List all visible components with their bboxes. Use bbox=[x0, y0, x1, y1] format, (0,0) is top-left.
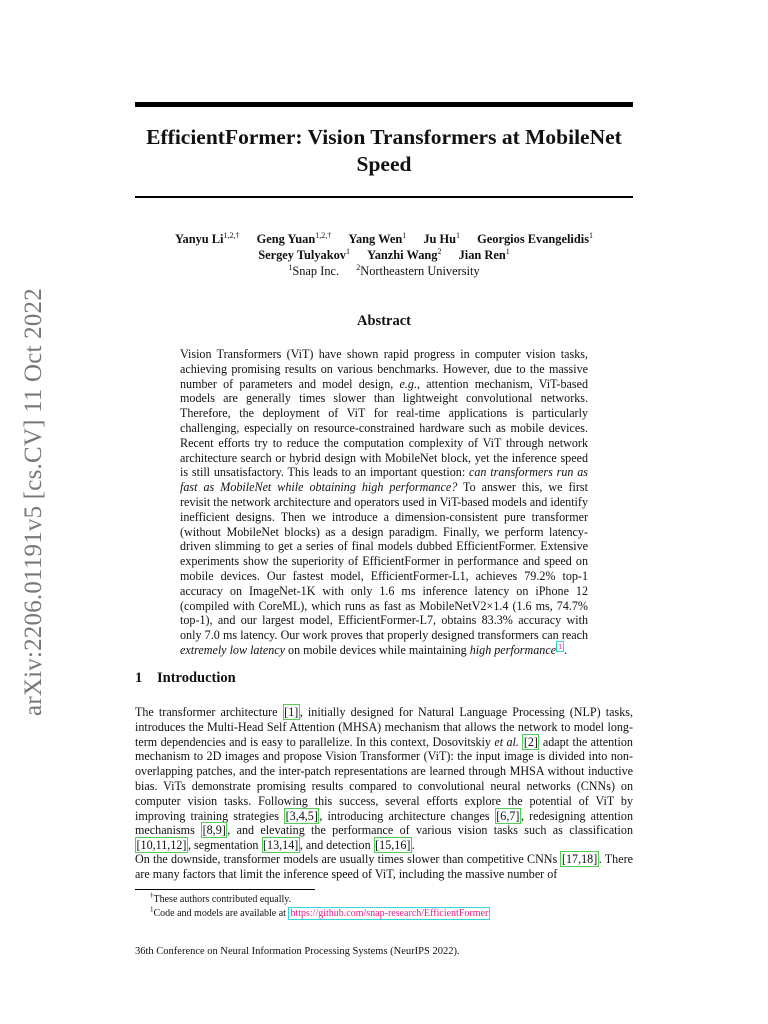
body-text: The transformer architecture bbox=[135, 705, 283, 719]
venue-line: 36th Conference on Neural Information Processing Systems (NeurIPS 2022). bbox=[135, 946, 460, 957]
affil-mark: 1 bbox=[288, 262, 293, 272]
footnote-text: These authors contributed equally. bbox=[153, 894, 292, 905]
author-affil: 2 bbox=[437, 246, 442, 256]
abstract-text: . bbox=[564, 642, 568, 657]
arxiv-stamp-text: arXiv:2206.01191v5 [cs.CV] 11 Oct 2022 bbox=[20, 288, 47, 716]
abstract-question: can transformers run as fast as MobileNet while obtaining high performance? bbox=[180, 465, 588, 495]
citation-link[interactable]: [8,9] bbox=[202, 823, 226, 838]
author-name: Yang Wen bbox=[348, 232, 403, 246]
affiliation-snap: Snap Inc. bbox=[292, 264, 340, 278]
paper-title bbox=[135, 124, 633, 178]
author-name: Geng Yuan bbox=[256, 232, 316, 246]
author-line-2 bbox=[135, 247, 633, 263]
body-text: On the downside, transformer models are usually times slower than competitive CNNs bbox=[135, 852, 561, 866]
abstract-text: To answer this, we first revisit the network architecture and operators used in ViT-based models and identify inefficient designs. Then we introduce a dimension-consistent pure transformer (without MobileNet blocks) as a design paradigm. Finally, we perform latency-driven slimming to get a series of final models dubbed EfficientFormer. Extensive experiments show the superiority of EfficientFormer in performance and speed on mobile devices. Our fastest model, EfficientFormer-L1, achieves 79.2% top-1 accuracy on ImageNet-1K with only 1.6 ms inference latency on iPhone 12 (compiled with CoreML), which runs as fast as MobileNetV2×1.4 (1.6 ms, 74.7% top-1), and our largest model, EfficientFormer-L7, obtains 83.3% accuracy with only 7.0 ms latency. Our work proves that properly designed transformers can reach bbox=[180, 480, 588, 643]
body-text: , and elevating the performance of various vision tasks such as classification bbox=[227, 823, 633, 838]
author-affil: 1,2,† bbox=[223, 230, 240, 240]
body-text: , initially designed for Natural Language Processing (NLP) tasks, introduces the Multi-Head Self Attention (MHSA) mechanism that allows the network to model long-term dependencies and is easy to parallelize. In this context, Dosovitskiy bbox=[135, 705, 633, 749]
citation-link[interactable]: [10,11,12] bbox=[136, 838, 187, 853]
github-link[interactable]: https://github.com/snap-research/EfficientFormer bbox=[290, 908, 489, 919]
body-text: adapt the attention mechanism to 2D images and propose Vision Transformer (ViT): the input image is divided into non-overlapping patches, and the inter-patch representations are learned through MHSA without inductive bias. ViTs demonstrate promising results compared to convolutional neural networks (CNNs) on computer vision tasks. Following this success, several efforts explore the potential of ViT by improving training strategies bbox=[135, 734, 633, 823]
body-text: . There are many factors that limit the inference speed of ViT, including the massive number of bbox=[135, 852, 633, 881]
citation-link[interactable]: [2] bbox=[523, 734, 538, 749]
author-name: Jian Ren bbox=[458, 248, 506, 262]
footnote-link[interactable]: 1 bbox=[558, 641, 563, 651]
title-bottom-rule bbox=[135, 196, 633, 198]
footnote-equal-contribution bbox=[150, 893, 490, 907]
citation-link[interactable]: [1] bbox=[284, 705, 299, 719]
abstract-text-italic: e.g. bbox=[399, 376, 417, 391]
affiliation-neu: Northeastern University bbox=[360, 264, 480, 278]
citation-link[interactable]: [3,4,5] bbox=[285, 808, 318, 823]
section-heading-introduction bbox=[135, 670, 236, 687]
author-name: Yanyu Li bbox=[174, 232, 224, 246]
body-text: , introducing architecture changes bbox=[319, 808, 495, 823]
footnote-code bbox=[150, 907, 490, 921]
body-text: . bbox=[411, 838, 415, 853]
title-top-rule bbox=[135, 102, 633, 107]
body-text: , segmentation bbox=[187, 838, 262, 853]
author-affil: 1 bbox=[589, 230, 594, 240]
author-line-1 bbox=[135, 231, 633, 247]
affil-mark: 2 bbox=[356, 262, 361, 272]
body-text: , and detection bbox=[299, 838, 374, 853]
abstract-text-italic: extremely low latency bbox=[180, 642, 285, 657]
author-affil: 1 bbox=[402, 230, 407, 240]
citation-link[interactable]: [6,7] bbox=[496, 808, 520, 823]
abstract-heading: Abstract bbox=[357, 313, 411, 329]
author-name: Georgios Evangelidis bbox=[477, 232, 590, 246]
author-name: Ju Hu bbox=[423, 232, 457, 246]
abstract-text: on mobile devices while maintaining bbox=[285, 642, 470, 657]
abstract-text-italic: high performance bbox=[469, 642, 557, 657]
author-block bbox=[135, 231, 633, 279]
body-text: , redesigning attention mechanisms bbox=[135, 808, 633, 838]
section-number: 1 bbox=[135, 670, 143, 686]
citation-link[interactable]: [15,16] bbox=[375, 838, 411, 853]
title-line-1: EfficientFormer: Vision Transformers at MobileNet bbox=[146, 125, 622, 149]
author-affil: 1,2,† bbox=[315, 230, 332, 240]
abstract-text: Vision Transformers (ViT) have shown rapid progress in computer vision tasks, achieving promising results on various benchmarks. However, due to the massive number of parameters and model design, bbox=[180, 347, 588, 391]
footnotes bbox=[150, 893, 490, 921]
author-name: Sergey Tulyakov bbox=[258, 248, 347, 262]
abstract-text: , attention mechanism, ViT-based models are generally times slower than lightweight convolutional networks. Therefore, the deployment of ViT for real-time applications is particularly challenging, especially on resource-constrained hardware such as mobile devices. Recent efforts try to reduce the computation complexity of ViT through network architecture search or hybrid design with MobileNet block, yet the inference speed is still unsatisfactory. This leads to an important question: bbox=[180, 376, 588, 480]
abstract-body bbox=[180, 347, 588, 658]
affiliations bbox=[135, 263, 633, 279]
author-affil: 1 bbox=[346, 246, 351, 256]
citation-link[interactable]: [17,18] bbox=[561, 852, 598, 866]
title-line-2: Speed bbox=[356, 152, 412, 176]
footnote-mark: 1 bbox=[150, 905, 154, 914]
footnote-mark: † bbox=[150, 891, 154, 900]
author-affil: 1 bbox=[505, 246, 510, 256]
citation-link[interactable]: [13,14] bbox=[263, 838, 299, 853]
body-text-italic: et al. bbox=[494, 734, 519, 749]
author-affil: 1 bbox=[456, 230, 461, 240]
footnote-text: Code and models are available at bbox=[153, 908, 289, 919]
arxiv-stamp bbox=[14, 272, 54, 732]
intro-paragraph-1 bbox=[135, 705, 633, 853]
section-title: Introduction bbox=[157, 670, 236, 686]
footnote-rule bbox=[135, 889, 315, 890]
intro-paragraph-2 bbox=[135, 852, 633, 882]
author-name: Yanzhi Wang bbox=[367, 248, 438, 262]
